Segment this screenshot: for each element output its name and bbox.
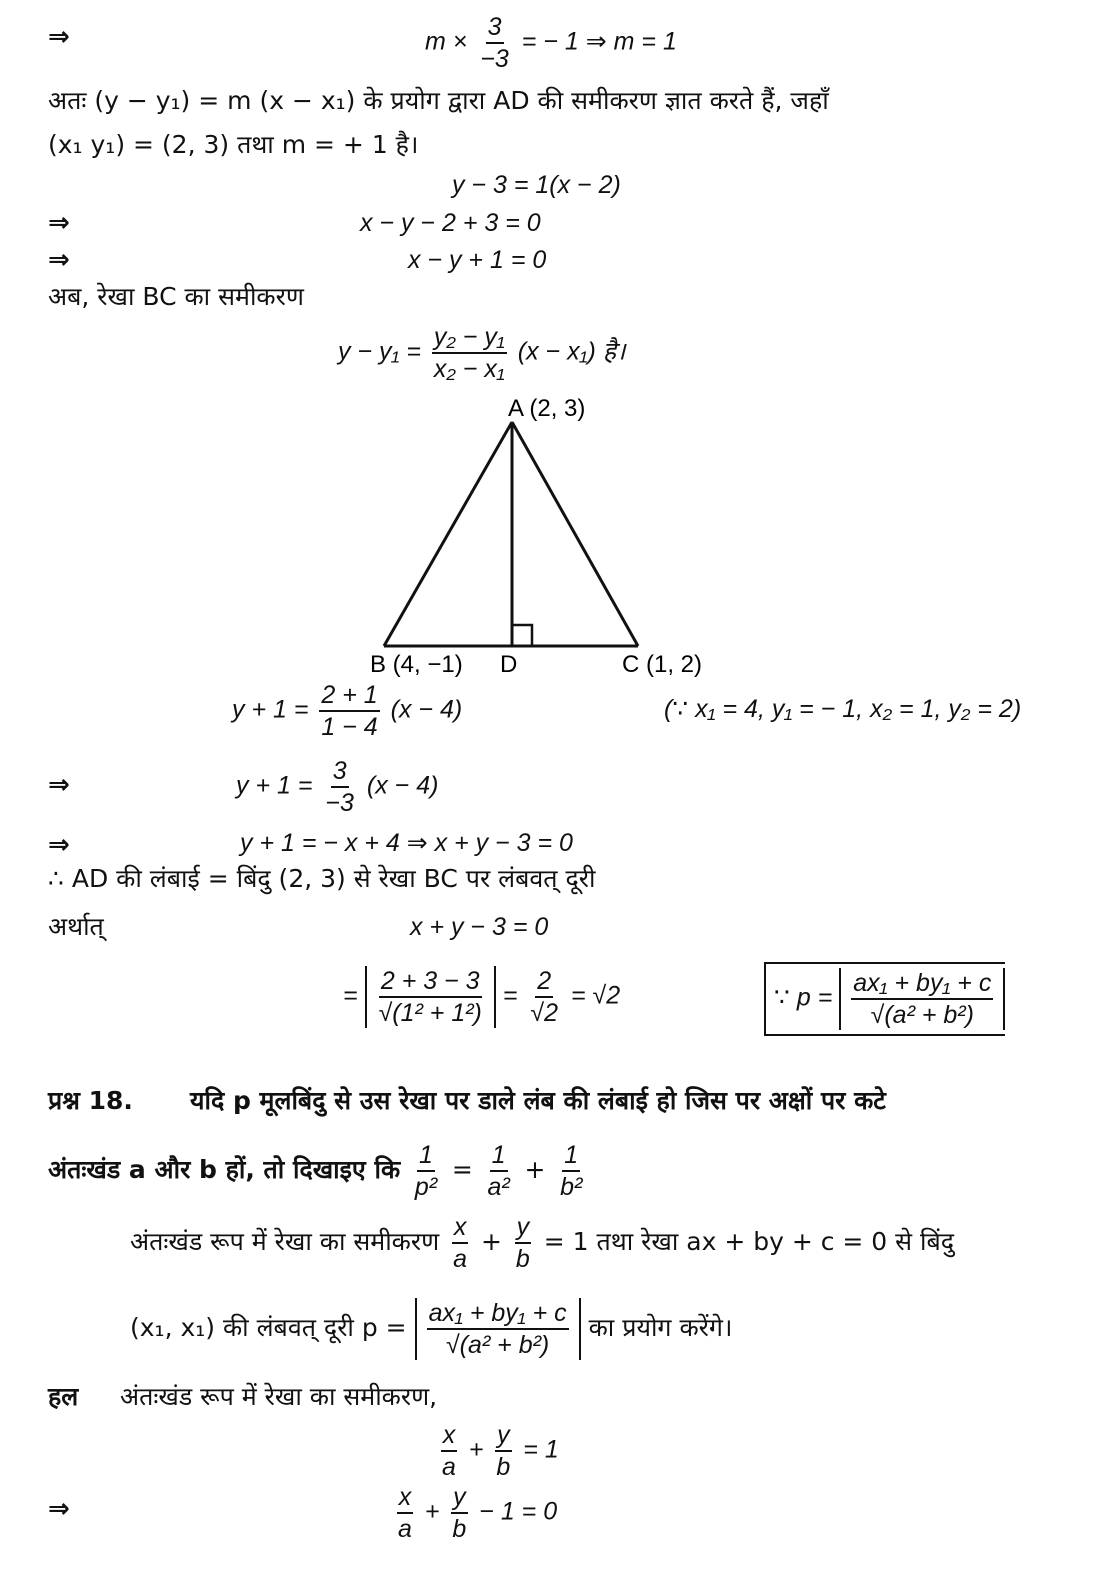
absolute-value — [365, 966, 496, 1028]
equation-line: x − y + 1 = 0 — [408, 246, 547, 274]
equation-bc-3: y + 1 = − x + 4 ⇒ x + y − 3 = 0 — [240, 829, 573, 857]
fraction-denominator: x₂ − x₁ — [433, 355, 505, 383]
fraction-denominator: b² — [560, 1173, 583, 1201]
label-a: A (2, 3) — [508, 395, 586, 422]
implies-arrow: ⇒ — [48, 22, 70, 52]
fraction-denominator: a — [453, 1245, 468, 1273]
fraction-denominator: a — [442, 1453, 456, 1481]
hint-text: = 1 तथा रेखा ax + by + c = 0 से बिंदु — [543, 1227, 955, 1256]
fraction-denominator: a — [398, 1515, 412, 1543]
solution-text: अंतःखंड रूप में रेखा का समीकरण, — [120, 1382, 438, 1411]
fraction-numerator: 2 + 3 − 3 — [379, 966, 482, 998]
right-angle-mark — [512, 625, 532, 646]
implies-arrow: ⇒ — [48, 770, 70, 800]
fraction-numerator: 1 — [417, 1140, 435, 1172]
fraction — [478, 12, 511, 74]
equation-left: m × — [425, 27, 468, 56]
question-text-part: अंतःखंड a और b हों, तो दिखाइए कि — [48, 1155, 401, 1184]
equation-line: x + y − 3 = 0 — [410, 913, 549, 941]
equation-right: (x − x₁) है। — [517, 337, 626, 366]
fraction-numerator: x — [452, 1212, 469, 1244]
fraction-numerator: x — [441, 1420, 458, 1452]
fraction — [432, 322, 507, 384]
fraction-numerator: x — [397, 1482, 414, 1514]
label-b: B (4, −1) — [370, 651, 463, 678]
fraction-numerator: 3 — [486, 12, 504, 44]
equation-line: y − 3 = 1(x − 2) — [452, 171, 621, 199]
solution-eq-1: $\frac{x}{a}$ + $\frac{y}{b}$ = 1 — [442, 1421, 559, 1481]
fraction-numerator: 3 — [331, 756, 349, 788]
fraction-denominator: b — [452, 1515, 467, 1543]
text-line: अतः (y − y₁) = m (x − x₁) के प्रयोग द्वारा AD की समीकरण ज्ञात करते हैं, जहाँ — [48, 86, 829, 115]
fraction — [377, 966, 484, 1028]
fraction-denominator: −3 — [325, 789, 354, 817]
text-line: अर्थात् — [48, 912, 104, 941]
hint-text: अंतःखंड रूप में रेखा का समीकरण — [130, 1227, 440, 1256]
question-label: प्रश्न 18. — [48, 1086, 133, 1115]
since-note: (∵ x₁ = 4, y₁ = − 1, x₂ = 1, y₂ = 2) — [664, 695, 1022, 723]
label-d: D — [500, 651, 518, 678]
fraction — [323, 756, 356, 818]
absolute-value — [415, 1298, 581, 1360]
implies-arrow: ⇒ — [48, 830, 70, 860]
equation-left: y + 1 = — [232, 695, 309, 724]
equation-right: = 1 — [523, 1435, 559, 1464]
equation-slope — [425, 12, 677, 74]
fraction-numerator: y — [495, 1420, 512, 1452]
fraction-numerator: ax₁ + by₁ + c — [427, 1298, 569, 1330]
fraction-numerator: 1 — [562, 1140, 580, 1172]
equation-left: y − y₁ = — [338, 337, 421, 366]
fraction-numerator: 2 + 1 — [319, 680, 379, 712]
fraction-denominator: −3 — [480, 45, 509, 73]
fraction — [413, 1140, 439, 1202]
side-ac — [512, 422, 638, 646]
fraction — [319, 680, 379, 742]
fraction — [450, 1482, 468, 1544]
side-ab — [384, 422, 512, 646]
fraction-denominator: a² — [487, 1173, 510, 1201]
text-line: अब, रेखा BC का समीकरण — [48, 282, 304, 311]
solution-label: हल — [48, 1382, 79, 1411]
question-text-2: अंतःखंड a और b हों, तो दिखाइए कि $\frac{1}{\text{p²}}$ = $\frac{1}{\text{a²}}$ + $\frac{1}{\text{b²}}$ — [48, 1141, 583, 1201]
implies-arrow: ⇒ — [48, 208, 70, 238]
equation-right: − 1 = 0 — [479, 1497, 558, 1526]
hint-line-2 — [130, 1298, 732, 1360]
hint-line-1: अंतःखंड रूप में रेखा का समीकरण $\frac{x}{a}$ + $\frac{y}{b}$ = 1 तथा रेखा ax + by + c = 0 से बिंदु — [130, 1213, 955, 1273]
fraction — [440, 1420, 458, 1482]
fraction-denominator: p² — [414, 1173, 438, 1201]
bracket — [764, 962, 1005, 1036]
triangle-figure — [360, 390, 740, 680]
fraction-denominator: √(a² + b²) — [870, 1001, 974, 1029]
fraction-numerator: 1 — [490, 1140, 508, 1172]
fraction-denominator: √(1² + 1²) — [378, 999, 482, 1027]
fraction — [451, 1212, 469, 1274]
equation-right: = − 1 ⇒ m = 1 — [521, 27, 677, 56]
solution-eq-2: $\frac{x}{a}$ + $\frac{y}{b}$ − 1 = 0 — [398, 1483, 558, 1543]
formula-note — [764, 962, 1005, 1036]
absolute-value — [839, 968, 1005, 1030]
equation-bc-2 — [236, 756, 438, 818]
text-line: (x₁ y₁) = (2, 3) तथा m = + 1 है। — [48, 130, 419, 159]
result: = √2 — [570, 981, 621, 1010]
fraction — [427, 1298, 569, 1360]
equation-bc-1 — [232, 680, 462, 742]
distance-computation: = $\frac{2 + 3 - 3}{\text{√(1² + 1²)}}$ = $\frac{2}{√2}$ = √2 — [343, 967, 621, 1027]
fraction — [528, 966, 560, 1028]
equation-line: x − y − 2 + 3 = 0 — [360, 209, 541, 237]
fraction — [396, 1482, 414, 1544]
implies-arrow: ⇒ — [48, 1494, 70, 1524]
text-line: ∴ AD की लंबाई = बिंदु (2, 3) से रेखा BC पर लंबवत् दूरी — [48, 864, 596, 893]
fraction — [851, 968, 993, 1030]
fraction-denominator: b — [496, 1453, 511, 1481]
equation-right: (x − 4) — [366, 771, 439, 800]
fraction-denominator: √(a² + b²) — [445, 1331, 550, 1359]
fraction — [494, 1420, 512, 1482]
fraction — [514, 1212, 532, 1274]
equation-right: (x − 4) — [390, 695, 463, 724]
fraction-numerator: ax₁ + by₁ + c — [851, 968, 993, 1000]
formula-prefix: ∵ p = — [774, 983, 833, 1012]
fraction-numerator: y₂ − y₁ — [432, 322, 507, 354]
fraction-denominator: 1 − 4 — [321, 713, 378, 741]
fraction-numerator: 2 — [535, 966, 553, 998]
hint-text: का प्रयोग करेंगे। — [588, 1313, 733, 1342]
equation-two-point — [338, 322, 626, 384]
fraction — [558, 1140, 584, 1202]
fraction-denominator: √2 — [530, 999, 559, 1027]
hint-text: (x₁, x₁) की लंबवत् दूरी p = — [130, 1313, 407, 1342]
fraction-numerator: y — [515, 1212, 532, 1244]
fraction — [485, 1140, 511, 1202]
equation-left: y + 1 = — [236, 771, 313, 800]
question-text: यदि p मूलबिंदु से उस रेखा पर डाले लंब की लंबाई हो जिस पर अक्षों पर कटे — [190, 1086, 886, 1115]
implies-arrow: ⇒ — [48, 245, 70, 275]
fraction-denominator: b — [515, 1245, 530, 1273]
label-c: C (1, 2) — [622, 651, 703, 678]
fraction-numerator: y — [451, 1482, 468, 1514]
